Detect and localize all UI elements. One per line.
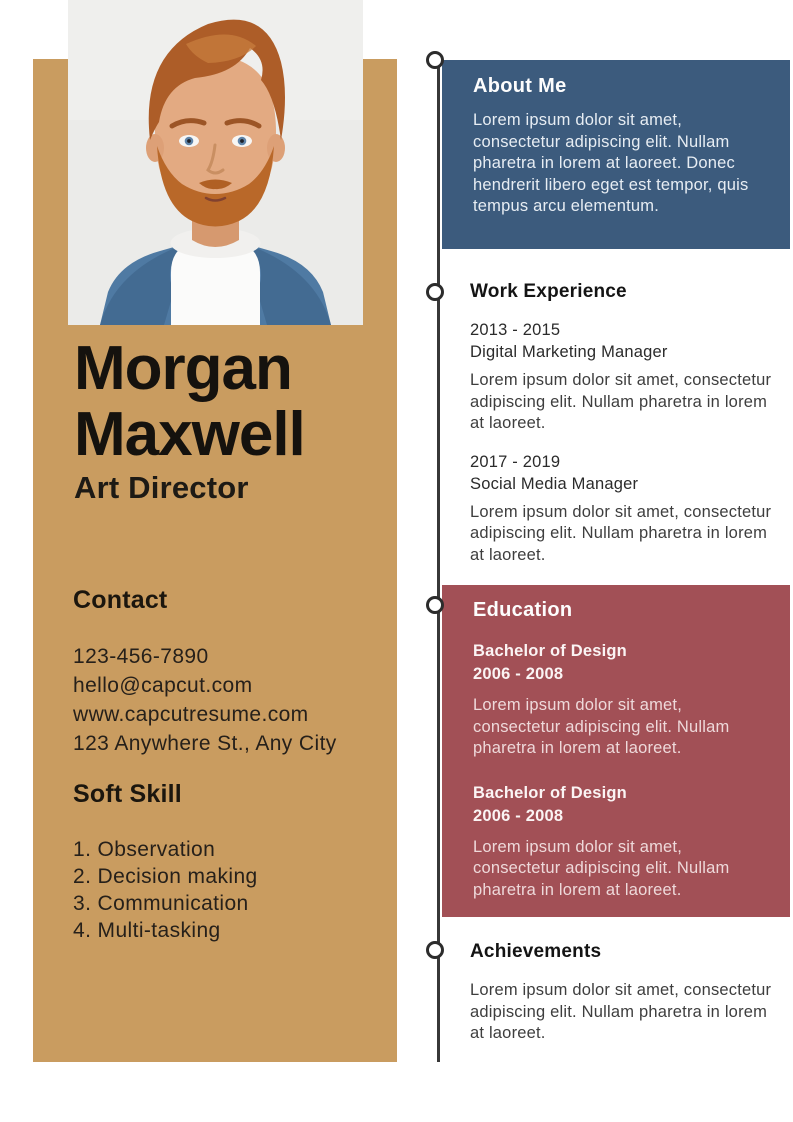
timeline-dot-achievements [426,941,444,959]
contact-phone: 123-456-7890 [73,645,209,668]
education-degree: Bachelor of Design [473,642,627,660]
education-entry [473,782,772,902]
about-me-section [442,60,790,249]
work-role: Social Media Manager [470,474,639,493]
soft-skill-section [73,780,373,944]
skill-item: 3. Communication [73,892,249,915]
contact-email: hello@capcut.com [73,674,253,697]
education-degree: Bachelor of Design [473,783,627,802]
education-entry [473,640,772,760]
work-dates: 2017 - 2019 [470,452,561,471]
work-role: Digital Marketing Manager [470,343,668,361]
work-dates: 2013 - 2015 [470,321,561,339]
portrait-illustration [68,0,363,325]
education-description: Lorem ipsum dolor sit amet, consectetur adipiscing elit. Nullam pharetra in lorem at laoreet. [473,696,730,757]
work-description: Lorem ipsum dolor sit amet, consectetur adipiscing elit. Nullam pharetra in lorem at laoreet. [470,371,772,432]
skill-item: 1. Observation [73,838,216,861]
soft-skill-heading: Soft Skill [73,780,182,808]
name-line-1: Morgan [74,334,292,403]
contact-list [73,642,373,758]
timeline-dot-about [426,51,444,69]
education-dates: 2006 - 2008 [473,665,564,683]
soft-skill-list [73,836,373,944]
education-description: Lorem ipsum dolor sit amet, consectetur adipiscing elit. Nullam pharetra in lorem at laoreet. [473,837,730,899]
job-title: Art Director [74,470,249,505]
education-section [442,585,790,917]
work-experience-section [470,280,780,582]
contact-section [73,586,373,758]
about-me-heading: About Me [473,75,567,97]
work-description: Lorem ipsum dolor sit amet, consectetur adipiscing elit. Nullam pharetra in lorem at laoreet. [470,502,772,564]
achievements-body: Lorem ipsum dolor sit amet, consectetur adipiscing elit. Nullam pharetra in lorem at laoreet. [470,981,772,1042]
work-experience-heading: Work Experience [470,281,627,302]
skill-item: 2. Decision making [73,865,258,888]
work-entry [470,319,780,435]
contact-website: www.capcutresume.com [73,703,309,726]
education-heading: Education [473,599,573,621]
name-line-2: Maxwell [74,400,305,469]
contact-address: 123 Anywhere St., Any City [73,732,337,755]
achievements-section [470,940,780,1045]
about-me-body: Lorem ipsum dolor sit amet, consectetur adipiscing elit. Nullam pharetra in lorem at laoreet. Donec hendrerit libero eget est tempor, quis tempus arcu elementum. [473,111,749,215]
work-entry [470,451,780,567]
achievements-heading: Achievements [470,941,602,962]
profile-photo [68,0,363,325]
timeline-dot-education [426,596,444,614]
candidate-name [74,336,305,468]
contact-heading: Contact [73,586,168,614]
skill-item: 4. Multi-tasking [73,919,221,942]
education-dates: 2006 - 2008 [473,806,564,825]
timeline-line [437,62,440,1062]
timeline-dot-work [426,283,444,301]
